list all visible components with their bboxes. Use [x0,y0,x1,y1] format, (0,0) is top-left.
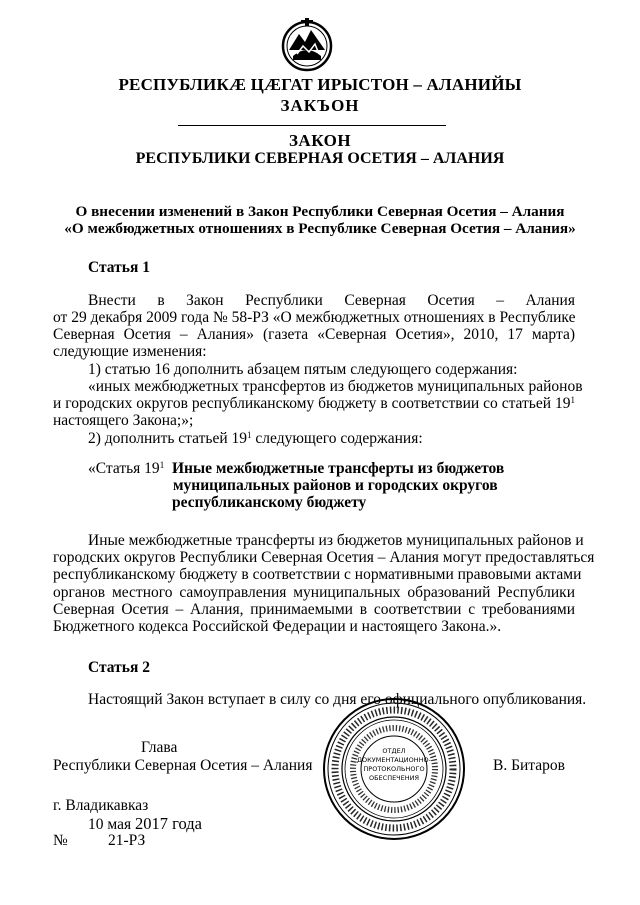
article-1-quote-line1: «иных межбюджетных трансфертов из бюджетов муниципальных районов [88,378,583,395]
official-seal-icon [322,697,466,841]
article-1-intro-line4: следующие изменения: [53,343,207,360]
new-article-body-line5: Северная Осетия – Алания, принимаемыми в соответствии с требованиями [53,601,575,618]
republic-name-ossetian: РЕСПУБЛИКÆ ЦÆГАТ ИРЫСТОН – АЛАНИЙЫ [118,75,522,94]
new-article-body-line2: городских округов Республики Северная Осетия – Алания могут предоставляться [53,549,595,566]
republic-name-russian: РЕСПУБЛИКИ СЕВЕРНАЯ ОСЕТИЯ – АЛАНИЯ [135,150,505,167]
article-1-intro-line3: Северная Осетия – Алания» (газета «Северная Осетия», 2010, 17 марта) [53,326,575,343]
article-1-heading: Статья 1 [88,259,150,276]
law-label-russian: ЗАКОН [288,131,352,150]
header-divider [178,125,446,126]
law-number: 21-РЗ [108,832,146,849]
signatory-republic: Республики Северная Осетия – Алания [53,757,313,774]
article-1-quote-line2: и городских округов республиканскому бюджету в соответствии со статьей $19^1$ [53,395,575,412]
article-1-item-1: 1) статью 16 дополнить абзацем пятым следующего содержания: [88,361,518,378]
signatory-role: Глава [141,739,178,756]
new-article-body-line6: Бюджетного кодекса Российской Федерации и настоящего Закона.». [53,618,502,635]
new-article-title: Иные межбюджетные трансферты из бюджетов муниципальных районов и городских округов республиканскому бюджету [172,460,505,512]
new-article-body-line4: органов местного самоуправления муниципальных образований Республики [53,584,575,601]
article-1-quote-line3: настоящего Закона;»; [53,412,194,429]
article-2-text: Настоящий Закон вступает в силу со дня его официального опубликования. [88,691,587,708]
signing-city: г. Владикавказ [53,797,149,814]
signing-date: 10 мая 2017 года [88,814,202,833]
article-1-item-2: 2) дополнить статьей $19^1$ следующего содержания: [88,430,423,447]
law-number-label: № [53,832,68,849]
article-1-intro-line2: от 29 декабря 2009 года № 58-РЗ «О межбюджетных отношениях в Республике [53,309,576,326]
new-article-number: «Статья $19^1$ [88,460,165,477]
article-1-intro-line1: Внести в Закон Республики Северная Осетия – Алания [88,292,575,309]
new-article-body-line3: республиканскому бюджету в соответствии с нормативными правовыми актами [53,566,582,583]
law-title-line2: «О межбюджетных отношениях в Республике Северная Осетия – Алания» [64,220,576,237]
seal-text-line3: ПРОТОКОЛЬНОГО [363,765,425,773]
seal-text-line1: ОТДЕЛ [382,747,406,755]
seal-text-line4: ОБЕСПЕЧЕНИЯ [368,774,420,782]
law-label-ossetian: ЗАКЪОН [280,96,360,115]
new-article-body-line1: Иные межбюджетные трансферты из бюджетов муниципальных районов и [88,532,584,549]
signatory-name: В. Битаров [493,757,565,774]
coat-of-arms-icon [279,16,335,72]
law-title-line1: О внесении изменений в Закон Республики Северная Осетия – Алания [75,203,565,220]
article-2-heading: Статья 2 [88,659,150,676]
seal-text-line2: ДОКУМЕНТАЦИОННО- [356,756,432,764]
